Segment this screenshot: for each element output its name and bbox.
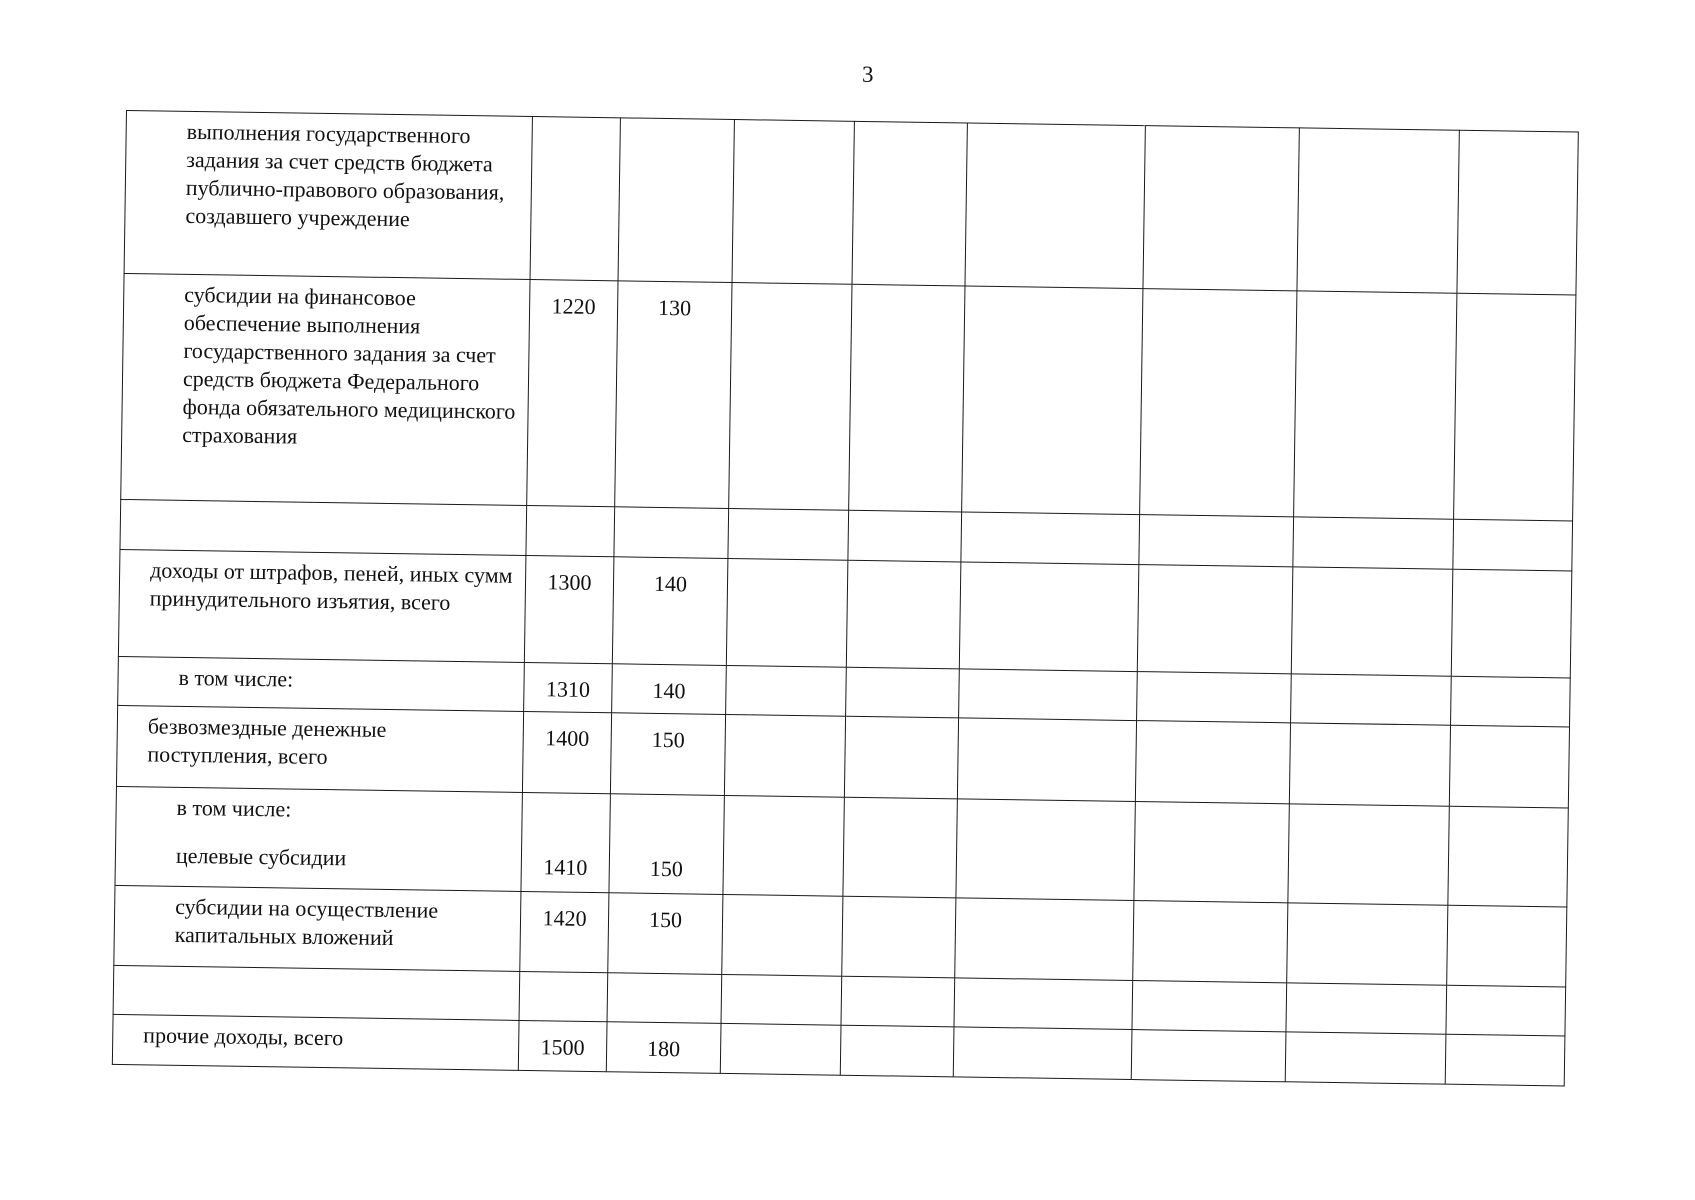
empty-cell [729, 282, 852, 510]
table-row [121, 273, 1576, 521]
empty-cell [1137, 564, 1293, 673]
empty-cell [720, 1024, 841, 1075]
empty-cell [721, 974, 842, 1025]
row-kosgu-cell [609, 794, 724, 895]
empty-cell [1297, 128, 1459, 293]
empty-cell [1293, 517, 1454, 569]
empty-cell [961, 512, 1140, 564]
row-kosgu: 150 [610, 713, 725, 795]
row-label: прочие доходы, всего [112, 1015, 519, 1071]
empty-cell [965, 123, 1145, 288]
row-code: 1420 [520, 891, 609, 973]
row-label: субсидии на осуществление капитальных вложений [114, 885, 521, 971]
empty-cell [1289, 723, 1450, 806]
empty-cell [1137, 672, 1292, 724]
empty-cell [1133, 900, 1288, 983]
empty-cell [1451, 676, 1571, 727]
row-code: 1400 [522, 712, 611, 794]
row-label: субсидии на финансовое обеспечение выполнения государственного задания за счет средств бюджета Федерального фонда обязательного медицинского страхования [121, 273, 530, 506]
empty-cell [846, 667, 960, 718]
empty-cell [852, 121, 967, 285]
table-row [118, 549, 1571, 678]
empty-cell [1288, 804, 1449, 905]
row-label: выполнения государственного задания за счет средств бюджета публично-правового образования, создавшего учреждение [124, 111, 532, 280]
row-kosgu: 140 [612, 557, 728, 666]
row-label: в том числе: [118, 656, 525, 711]
empty-cell [726, 558, 848, 667]
empty-cell [956, 799, 1135, 901]
row-label [120, 500, 527, 555]
empty-cell [843, 797, 957, 898]
empty-cell [1454, 293, 1576, 521]
row-code: 1310 [524, 662, 613, 713]
empty-cell [1285, 1032, 1446, 1084]
empty-cell [728, 509, 849, 560]
row-code [519, 971, 608, 1022]
row-code [530, 117, 620, 281]
empty-cell [1447, 905, 1567, 987]
empty-cell [1449, 726, 1569, 808]
empty-cell [726, 665, 847, 716]
empty-cell [955, 898, 1134, 981]
empty-cell [848, 511, 962, 562]
empty-cell [1446, 985, 1566, 1036]
empty-cell [1453, 520, 1573, 571]
row-label-cell [115, 786, 522, 891]
empty-cell [957, 718, 1136, 801]
row-label: безвозмездные денежные поступления, всего [116, 706, 523, 792]
empty-cell [954, 978, 1133, 1030]
empty-cell [959, 669, 1138, 721]
empty-cell [723, 795, 844, 896]
empty-cell [1448, 806, 1568, 907]
empty-cell [840, 1026, 954, 1077]
empty-cell [844, 717, 958, 799]
table-row [124, 111, 1578, 295]
page-number: 3 [862, 62, 874, 87]
empty-cell [1291, 674, 1452, 726]
empty-cell [1140, 288, 1297, 517]
row-code: 1410 [543, 854, 588, 880]
row-kosgu: 140 [612, 664, 727, 715]
empty-cell [722, 894, 843, 976]
row-kosgu: 180 [606, 1022, 721, 1073]
row-code: 1500 [518, 1021, 607, 1072]
row-code-cell [521, 792, 610, 892]
empty-cell [849, 284, 965, 512]
row-label: доходы от штрафов, пеней, иных сумм принудительного изъятия, всего [118, 549, 526, 662]
empty-cell [846, 560, 961, 669]
row-kosgu [607, 973, 722, 1024]
empty-cell [962, 286, 1143, 515]
row-kosgu [618, 118, 734, 282]
row-kosgu: 130 [615, 281, 732, 509]
empty-cell [953, 1027, 1132, 1079]
row-sublabel: целевые субсидии [175, 842, 347, 871]
income-table [112, 110, 1579, 1086]
empty-cell [1457, 130, 1578, 295]
empty-cell [1132, 981, 1287, 1033]
row-kosgu: 150 [608, 892, 723, 974]
empty-cell [841, 976, 955, 1027]
empty-cell [959, 562, 1139, 672]
empty-cell [1291, 567, 1453, 677]
empty-cell [1445, 1035, 1565, 1086]
row-code [526, 506, 615, 557]
empty-cell [1135, 721, 1290, 804]
empty-cell [1294, 291, 1457, 520]
empty-cell [732, 120, 854, 285]
row-label [113, 965, 520, 1020]
empty-cell [724, 715, 845, 797]
row-code: 1220 [527, 279, 618, 507]
empty-cell [1134, 801, 1289, 902]
row-kosgu: 150 [649, 855, 683, 882]
empty-cell [1451, 569, 1572, 678]
empty-cell [842, 896, 956, 978]
empty-cell [1139, 515, 1294, 567]
empty-cell [1287, 902, 1448, 985]
empty-cell [1286, 983, 1447, 1035]
empty-cell [1143, 126, 1299, 291]
empty-cell [1131, 1030, 1286, 1082]
row-kosgu [614, 507, 729, 558]
row-label: в том числе: [176, 794, 292, 822]
row-code: 1300 [524, 555, 614, 663]
